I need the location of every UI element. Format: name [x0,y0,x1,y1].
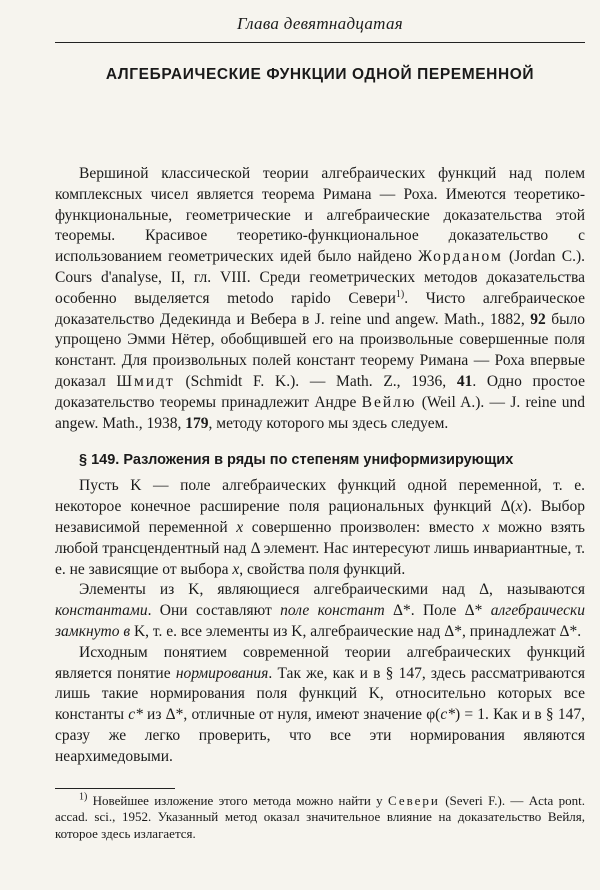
term-valuation: нормирования [175,664,269,682]
author-severi: Севери [388,792,440,808]
term-constant-field: поле констант [280,602,385,620]
chapter-title: АЛГЕБРАИЧЕСКИЕ ФУНКЦИИ ОДНОЙ ПЕРЕМЕННОЙ [105,66,535,83]
author-schmidt: Шмидт [116,372,175,390]
term-algebraically-closed: алгебраически замкнуто в [55,602,585,640]
intro-paragraph: Вершиной классической теории алгебраических функций над полем комплексных чисел является теорема Римана — Роха. Имеются теоретико-функциональные, геометрические и алгебраические доказательства этой теоремы. Красивое теоретико-функциональное доказательство с использованием геометрических идей было найдено Жорданом (Jordan C.). Cours d'analyse, II, гл. VIII. Среди геометрических методов доказательства особенно выделяется metodo rapido Севери$^{1)}$. Чисто алгебраическое доказательство Дедекинда и Вебера в J. reine und angew. Math., 1882, 92 было упрощено Эмми Нётер, обобщившей его на произвольные совершенные поля констант. Для произвольных полей констант теорему Римана — Роха впервые доказал Шмидт (Schmidt F. K.). — Math. Z., 1936, 41. Одно простое доказательство теоремы принадлежит Андре Вейлю (Weil A.). — J. reine und angew. Math., 1938, 179, методу которого мы здесь следуем. [55,165,585,432]
footnote: $^{1)}$ Новейшее изложение этого метода можно найти у Севери (Severi F.). — Acta pont. accad. sci., 1952. Указанный метод оказал значительное влияние на доказательство Вейля, которое здесь излагается. [55,791,585,841]
section-heading: § 149. Разложения в ряды по степеням униформизирующих [79,452,514,469]
footnote-mark: 1) [79,791,88,803]
footnote-reference: 1) [395,288,405,300]
author-weil: Вейлю [361,393,417,411]
chapter-label: Глава девятнадцатая [237,14,403,33]
paragraph-valuations: Исходным понятием современной теории алгебраических функций является понятие нормирования. Так же, как и в § 147, здесь рассматриваются лишь такие нормирования поля функций Κ, относительно которых все константы c* из Δ*, отличные от нуля, имеют значение φ(c*) = 1. Как и в § 147, сразу же легко проверить, что все эти нормирования являются неархимедовыми. [55,643,585,765]
book-page [55,8,585,842]
footnote-rule [55,788,175,789]
author-jordan: Жорданом [418,248,503,266]
header-rule [55,42,585,43]
paragraph-constants: Элементы из Κ, являющиеся алгебраическими над Δ, называются константами. Они составляют поле констант Δ*. Поле Δ* алгебраически замкнуто в Κ, т. е. все элементы из Κ, алгебраические над Δ*, принадлежат Δ*. [55,581,585,640]
term-constants: константами [55,602,148,620]
paragraph-function-field: Пусть Κ — поле алгебраических функций одной переменной, т. е. некоторое конечное расширение поля рациональных функций Δ(x). Выбор независимой переменной x совершенно произволен: вместо x можно взять любой трансцендентный над Δ элемент. Нас интересуют лишь инвариантные, т. е. не зависящие от выбора x, свойства поля функций. [55,477,586,578]
